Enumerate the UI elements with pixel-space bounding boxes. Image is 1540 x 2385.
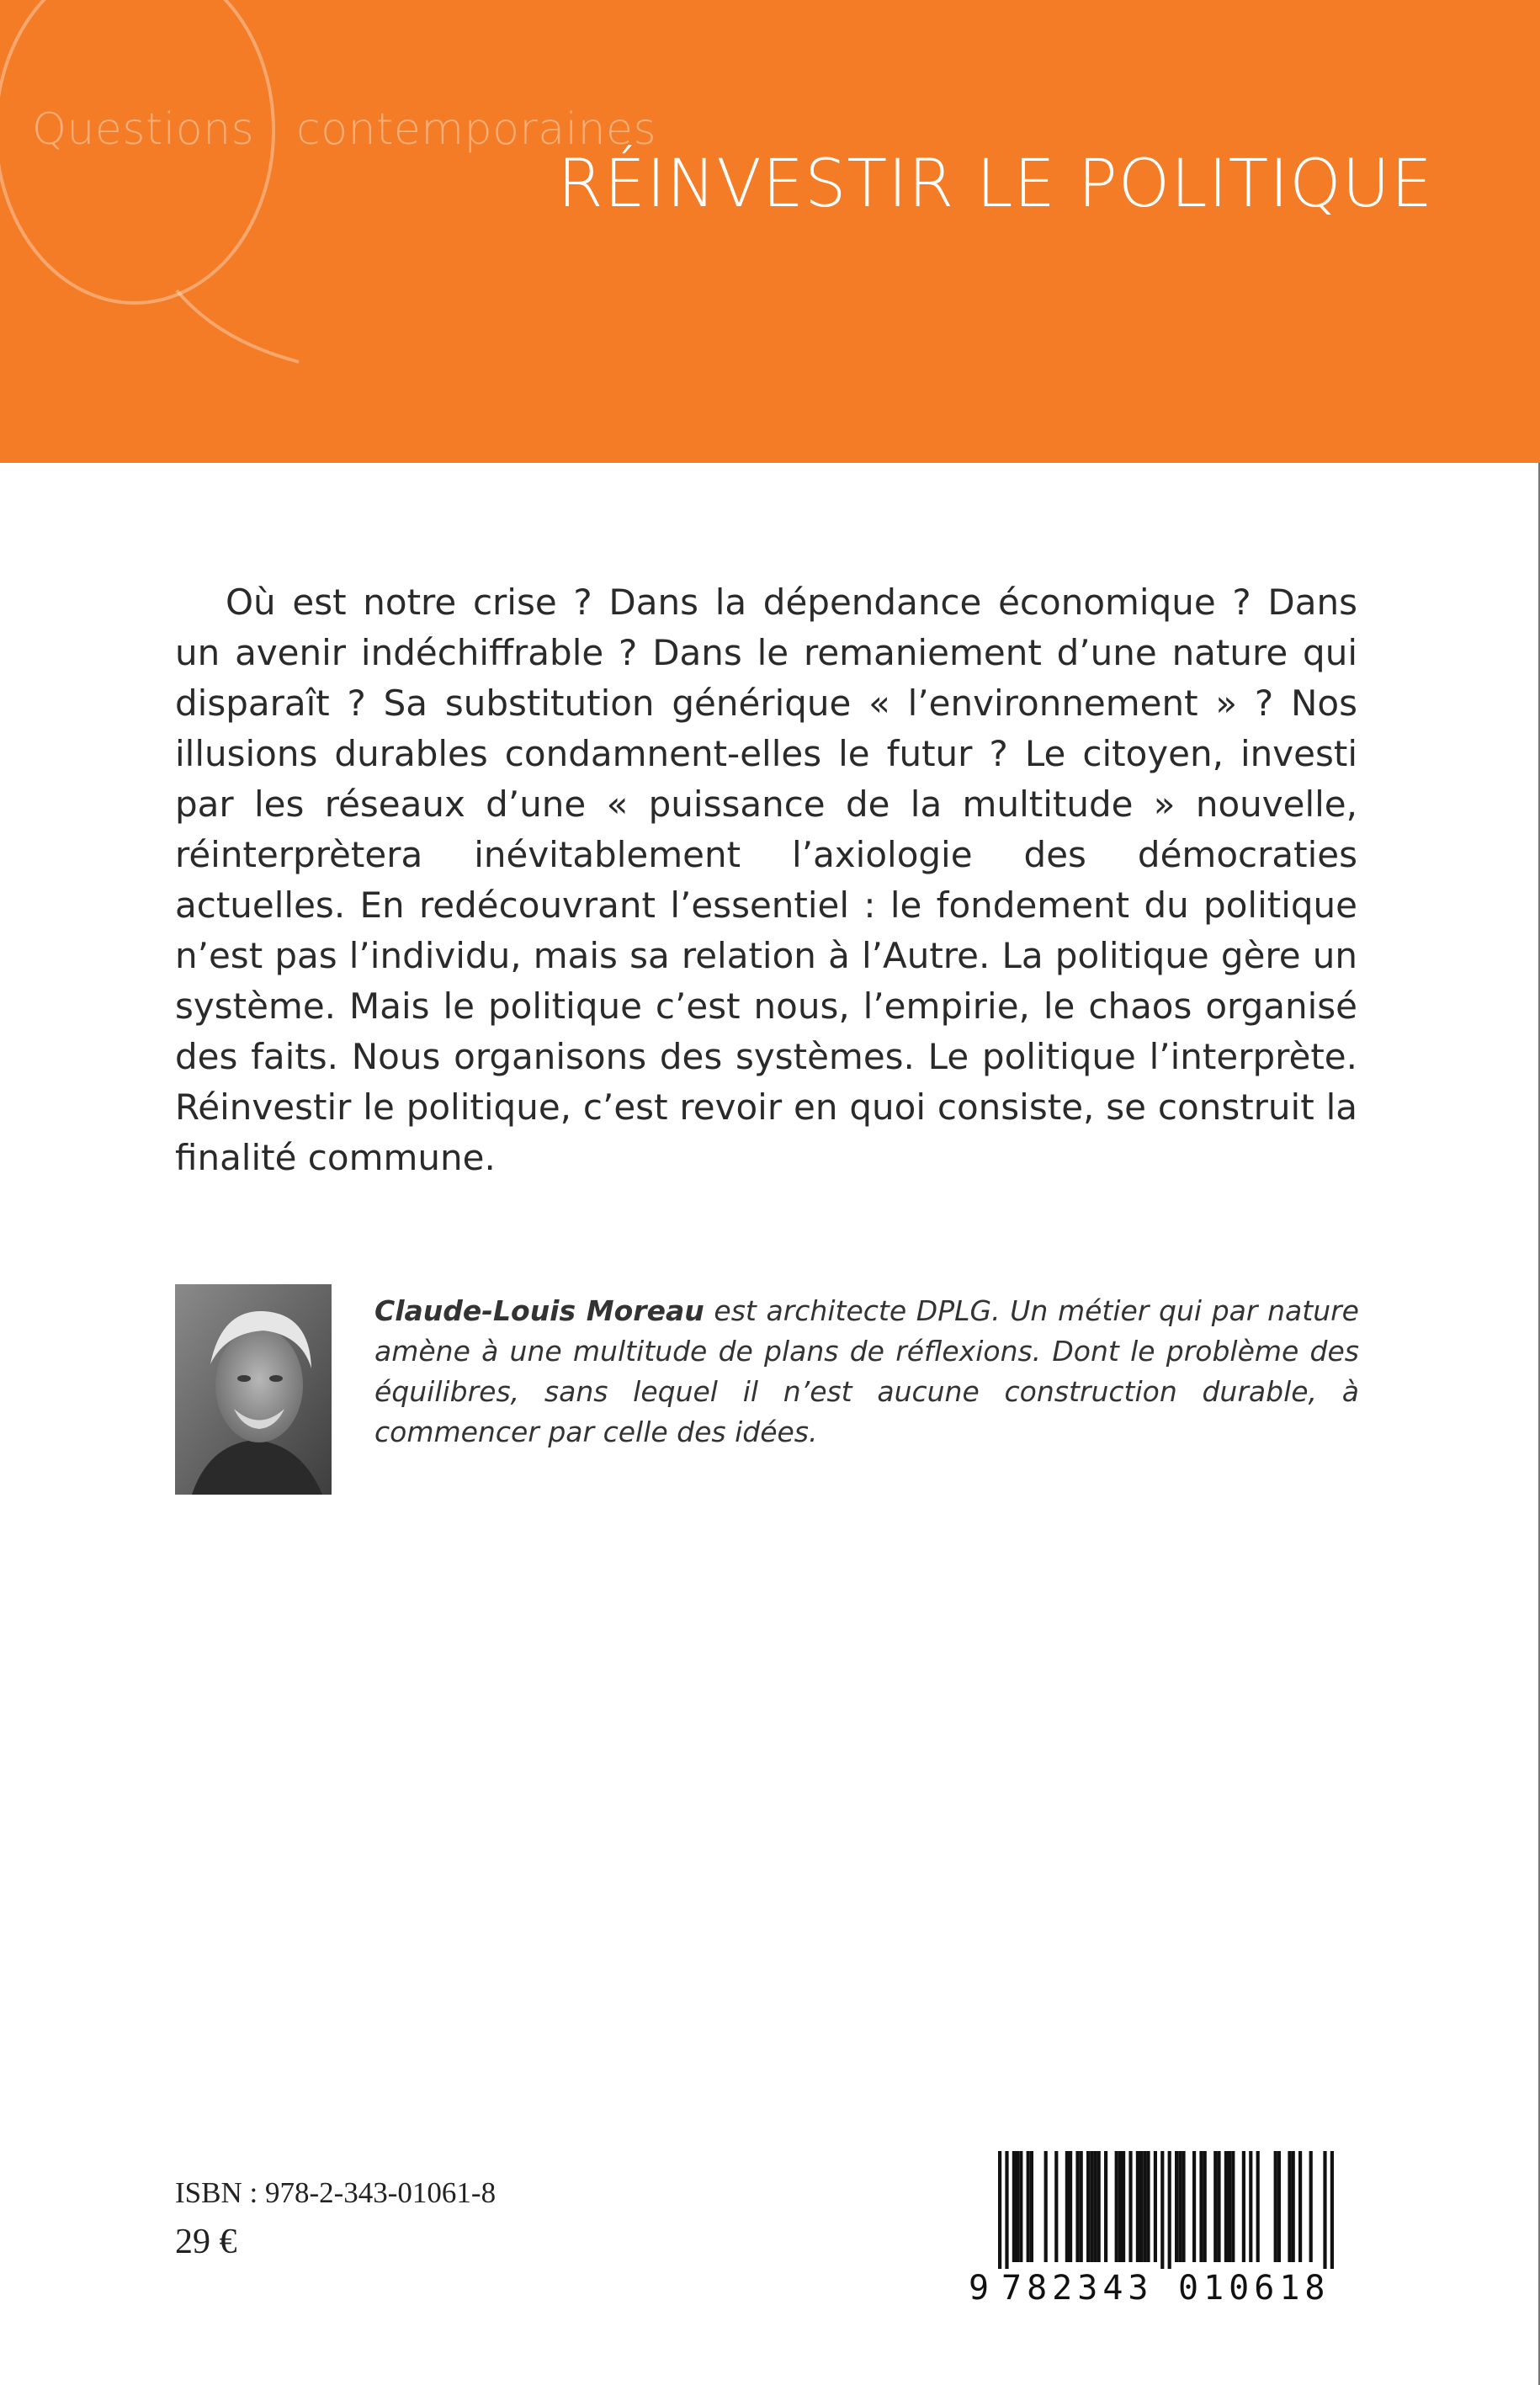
isbn-text: ISBN : 978-2-343-01061-8: [175, 2176, 497, 2209]
barcode-bar: [1118, 2151, 1122, 2262]
barcode-bar: [998, 2151, 1001, 2269]
barcode-bar: [1115, 2151, 1118, 2262]
barcode-bar: [1097, 2151, 1101, 2262]
barcode-bar: [1192, 2151, 1196, 2262]
author-name: Claude-Louis Moreau: [374, 1294, 704, 1327]
barcode-bar: [1199, 2151, 1203, 2262]
barcode-bar: [1298, 2151, 1302, 2262]
barcode-group-2: 010618: [1178, 2269, 1330, 2308]
barcode-bar: [1016, 2151, 1019, 2262]
barcode-bar: [1054, 2151, 1058, 2262]
barcode-bar: [1069, 2151, 1072, 2262]
barcode-bar: [1292, 2151, 1295, 2262]
barcode-first-digit: 9: [968, 2269, 990, 2308]
barcode-bar: [1178, 2151, 1182, 2262]
barcode-bar: [1249, 2151, 1252, 2262]
barcode-bar: [1075, 2151, 1079, 2262]
author-bio-text: est architecte DPLG. Un métier qui par nature amène à une multitude de plans de réflexions. Dont le problème des équilibres, sans lequel il n’est aucune construction durable, à commencer par celle des idées.: [374, 1294, 1359, 1448]
barcode-bar: [1030, 2151, 1033, 2262]
barcode-bar: [1044, 2151, 1048, 2262]
barcode-bar: [1277, 2151, 1281, 2262]
q-logo-icon: [0, 0, 320, 374]
barcode-bar: [1160, 2151, 1164, 2269]
barcode-group-1: 782343: [1001, 2269, 1154, 2308]
barcode-bar: [1104, 2151, 1107, 2262]
barcode-bar: [1309, 2151, 1313, 2262]
barcode-digits: [968, 2269, 1365, 2308]
barcode-bar: [1143, 2151, 1146, 2262]
barcode-bar: [1228, 2151, 1231, 2262]
barcode-bar: [1203, 2151, 1207, 2262]
barcode-bar: [1217, 2151, 1220, 2262]
barcode-bar: [1136, 2151, 1139, 2262]
barcode-bar: [1175, 2151, 1178, 2262]
barcode-bar: [1027, 2151, 1030, 2262]
author-photo: [175, 1284, 332, 1495]
barcode-bar: [1080, 2151, 1083, 2262]
barcode-bar: [1213, 2151, 1217, 2262]
barcode-bar: [1019, 2151, 1022, 2262]
barcode-bar: [1224, 2151, 1228, 2262]
barcode-bar: [1154, 2151, 1157, 2262]
summary-text: Où est notre crise ? Dans la dépendance économique ? Dans un avenir indéchiffrable ? Dans le remaniement d’une nature qui disparaît ? Sa substitution générique « l’environnement » ? Nos illusions durables condamnent-elles le futur ? Le citoyen, investi par les réseaux d’une « puissance de la multitude » nouvelle, réinterprètera inévitablement l’axiologie des démocraties actuelles. En redécouvrant l’essentiel : le fondement du politique n’est pas l’individu, mais sa relation à l’Autre. La politique gère un système. Mais le politique c’est nous, l’empirie, le chaos organisé des faits. Nous organisons des systèmes. Le politique l’interprète. Réinvestir le politique, c’est revoir en quoi consiste, se construit la finalité commune.: [175, 582, 1357, 1178]
barcode-bar: [1093, 2151, 1097, 2262]
barcode-bar: [1274, 2151, 1277, 2262]
series-word-1: Questions: [32, 104, 255, 155]
barcode: [968, 2151, 1365, 2308]
barcode-bar: [1182, 2151, 1185, 2262]
barcode-bar: [1122, 2151, 1125, 2262]
header-band: [0, 0, 1540, 463]
barcode-bar: [1128, 2151, 1132, 2262]
barcode-bar: [1065, 2151, 1069, 2262]
barcode-bar: [1288, 2151, 1291, 2262]
barcode-bars: [968, 2151, 1365, 2269]
book-title: RÉINVESTIR LE POLITIQUE: [557, 146, 1433, 222]
barcode-bar: [1231, 2151, 1235, 2262]
barcode-bar: [1330, 2151, 1334, 2269]
barcode-bar: [1012, 2151, 1016, 2262]
barcode-bar: [1256, 2151, 1260, 2262]
barcode-bar: [1323, 2151, 1326, 2269]
barcode-bar: [1086, 2151, 1090, 2262]
barcode-bar: [1139, 2151, 1143, 2262]
barcode-bar: [1005, 2151, 1008, 2269]
barcode-bar: [1168, 2151, 1171, 2269]
barcode-bar: [1090, 2151, 1093, 2262]
price-text: 29 €: [175, 2223, 237, 2261]
barcode-bar: [1146, 2151, 1150, 2262]
series-word-2: contemporaines: [296, 104, 657, 155]
author-bio: [374, 1291, 1359, 1453]
barcode-bar: [1242, 2151, 1245, 2262]
